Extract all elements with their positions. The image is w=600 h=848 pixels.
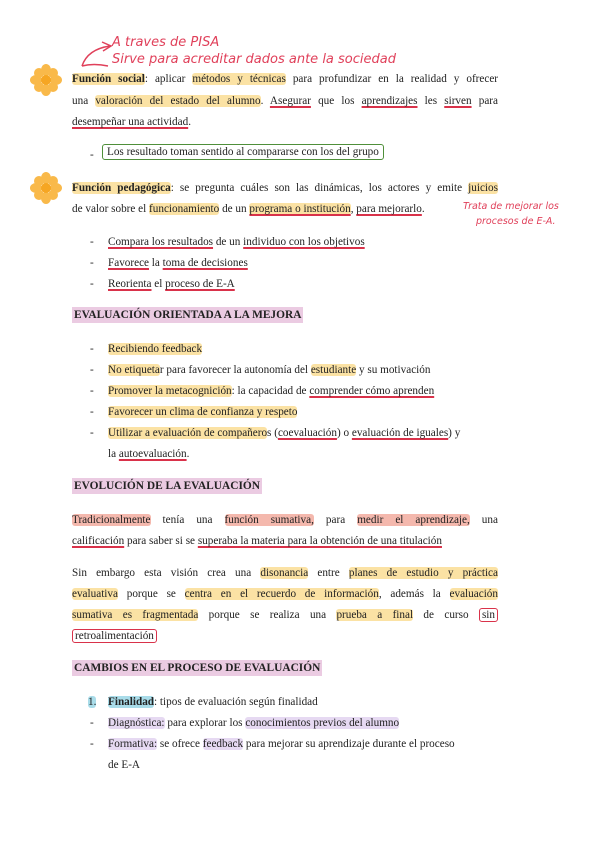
- text: porque se realiza una: [198, 609, 337, 621]
- bullet-dash: -: [90, 149, 94, 161]
- text: Sin embargo esta visión crea una: [72, 567, 261, 579]
- underline: individuo con los objetivos: [243, 236, 365, 248]
- pedagogica-line-1: [72, 181, 498, 195]
- pedagogica-bullet-1: [108, 235, 365, 249]
- red-box: retroalimentación: [72, 629, 157, 643]
- text: : la capacidad de: [231, 385, 310, 397]
- text: de valor sobre el: [72, 203, 150, 215]
- highlight: Tradicionalmente: [72, 514, 151, 526]
- funcion-pedagogica-label: Función pedagógica: [72, 182, 171, 194]
- mejora-bullet-5-cont: [108, 447, 189, 461]
- text: : se pregunta cuáles son las dinámicas, los actores y emite: [170, 182, 469, 194]
- text: .: [188, 116, 191, 128]
- cambios-diagnostica: [108, 716, 399, 730]
- social-bullet: [102, 145, 384, 159]
- highlight: No etiqueta: [108, 364, 160, 376]
- underline: evaluación de iguales: [351, 427, 449, 439]
- pedagogica-bullet-2: [108, 256, 248, 270]
- highlight: evaluativa: [72, 588, 118, 600]
- highlight: evaluación: [449, 588, 498, 600]
- mejora-bullet-2: [108, 363, 430, 377]
- highlight: planes de estudio y práctica: [348, 567, 498, 579]
- social-line-3: [72, 115, 498, 129]
- highlight: Promover la metacognición: [108, 385, 232, 397]
- mejora-bullet-3: [108, 384, 434, 398]
- text: s (: [267, 427, 278, 439]
- text: se ofrece: [157, 738, 203, 750]
- bullet-dash: -: [90, 236, 94, 248]
- highlight: juicios: [468, 182, 498, 194]
- highlight: función sumativa,: [224, 514, 314, 526]
- text: , además la: [378, 588, 450, 600]
- mejora-bullet-4: [108, 405, 297, 419]
- heading-cambios: CAMBIOS EN EL PROCESO DE EVALUACIÓN: [74, 662, 321, 674]
- evolucion-p2-line-1: [72, 566, 498, 580]
- list-number: [88, 695, 96, 709]
- cambios-formativa: [108, 737, 455, 751]
- text: les: [417, 95, 445, 107]
- annotation-acreditar: Sirve para acreditar dados ante la sociedad: [112, 52, 396, 67]
- social-line-2: [72, 94, 498, 108]
- underline: Reorienta: [108, 278, 152, 290]
- red-box: sin: [479, 608, 498, 622]
- highlight: conocimientos previos del alumno: [245, 717, 400, 729]
- bullet-dash: -: [90, 385, 94, 397]
- text: de un: [219, 203, 250, 215]
- bullet-dash: -: [90, 406, 94, 418]
- text: una: [469, 514, 498, 526]
- pedagogica-bullet-3: [108, 277, 235, 291]
- text: el: [151, 278, 166, 290]
- highlight: sumativa es fragmentada: [72, 609, 199, 621]
- highlight: Finalidad: [108, 696, 155, 708]
- social-line-1: [72, 72, 498, 86]
- bullet-dash: -: [90, 257, 94, 269]
- text: r para favorecer la autonomía del: [159, 364, 311, 376]
- text: para: [471, 95, 498, 107]
- mejora-bullet-5: [108, 426, 460, 440]
- text: que los: [310, 95, 362, 107]
- text: para mejorar su aprendizaje durante el proceso: [243, 738, 455, 750]
- highlight: prueba a final: [336, 609, 414, 621]
- text: para profundizar en la realidad y ofrecer: [285, 73, 499, 85]
- underline: proceso de E-A: [165, 278, 235, 290]
- pedagogica-line-2: [72, 202, 462, 216]
- highlight: medir el aprendizaje,: [357, 514, 470, 526]
- text: .: [421, 203, 425, 215]
- bullet-dash: -: [90, 717, 94, 729]
- highlight: valoración del estado del alumno: [95, 95, 261, 107]
- bullet-dash: -: [90, 364, 94, 376]
- text: .: [260, 95, 270, 107]
- underline: desempeñar una actividad: [72, 116, 189, 128]
- underline: Favorece: [108, 257, 149, 269]
- evolucion-p2-line-4: [72, 629, 498, 643]
- highlight: 1.: [88, 696, 97, 708]
- underline: coevaluación: [277, 427, 337, 439]
- underline: Asegurar: [269, 95, 311, 107]
- text: y su motivación: [356, 364, 431, 376]
- text: entre: [308, 567, 349, 579]
- text: ,: [350, 203, 357, 215]
- text: ) y: [448, 427, 461, 439]
- bullet-dash: -: [90, 278, 94, 290]
- underline: sirven: [444, 95, 472, 107]
- text: para: [313, 514, 358, 526]
- highlight: Recibiendo feedback: [108, 343, 203, 355]
- highlight: disonancia: [260, 567, 309, 579]
- highlight: estudiante: [310, 364, 357, 376]
- bullet-dash: -: [90, 427, 94, 439]
- heading-mejora: EVALUACIÓN ORIENTADA A LA MEJORA: [74, 309, 302, 321]
- annotation-mejorar: Trata de mejorar los: [463, 201, 559, 212]
- evolucion-p2-line-3: [72, 608, 498, 622]
- mejora-bullet-1: [108, 342, 202, 356]
- text: .: [186, 448, 190, 460]
- heading-evolucion: EVOLUCIÓN DE LA EVALUACIÓN: [74, 480, 260, 492]
- text: : tipos de evaluación según finalidad: [154, 696, 318, 708]
- highlight: programa o institución: [249, 203, 351, 215]
- highlight: feedback: [202, 738, 244, 750]
- text: para explorar los: [164, 717, 246, 729]
- bullet-dash: -: [90, 738, 94, 750]
- text: de un: [213, 236, 244, 248]
- text: la: [149, 257, 163, 269]
- text: ) o: [336, 427, 352, 439]
- funcion-social-label: Función social: [72, 73, 145, 85]
- flower-icon: [30, 64, 62, 96]
- cambios-formativa-cont: [108, 758, 140, 772]
- underline: autoevaluación: [118, 448, 187, 460]
- bullet-dash: -: [90, 343, 94, 355]
- annotation-pisa: A traves de PISA: [112, 35, 220, 50]
- underline: comprender cómo aprenden: [309, 385, 435, 397]
- text: de curso: [413, 609, 479, 621]
- underline: Compara los resultados: [108, 236, 214, 248]
- text: porque se: [117, 588, 185, 600]
- text: para saber si se: [124, 535, 198, 547]
- text: la: [108, 448, 119, 460]
- annotation-procesos: procesos de E-A.: [476, 216, 556, 227]
- text: de E-A: [108, 759, 140, 771]
- evolucion-p1-line-2: [72, 534, 498, 548]
- underline: para mejorarlo: [356, 203, 422, 215]
- underline: superaba la materia para la obtención de una titulación: [197, 535, 442, 547]
- text: una: [72, 95, 96, 107]
- green-box: Los resultado toman sentido al compararse con los del grupo: [102, 144, 384, 160]
- text: tenía una: [150, 514, 225, 526]
- highlight: métodos y técnicas: [192, 73, 286, 85]
- highlight: Utilizar a evaluación de compañero: [108, 427, 268, 439]
- underline: aprendizajes: [361, 95, 418, 107]
- evolucion-p2-line-2: [72, 587, 498, 601]
- underline: calificación: [72, 535, 125, 547]
- flower-icon: [30, 172, 62, 204]
- underline: toma de decisiones: [162, 257, 248, 269]
- cambios-item-1: [108, 695, 318, 709]
- evolucion-p1-line-1: [72, 513, 498, 527]
- highlight: funcionamiento: [149, 203, 220, 215]
- highlight: Diagnóstica:: [108, 717, 165, 729]
- highlight: Favorecer un clima de confianza y respeto: [108, 406, 298, 418]
- text: : aplicar: [144, 73, 193, 85]
- highlight: Formativa:: [108, 738, 158, 750]
- highlight: centra en el recuerdo de información: [184, 588, 379, 600]
